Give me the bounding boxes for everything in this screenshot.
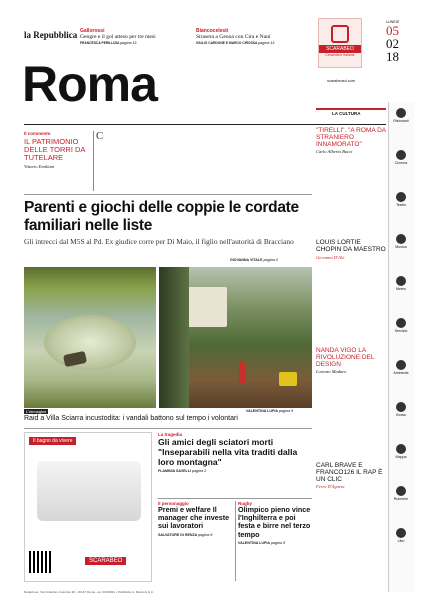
teaser-byline: FRANCESCA PERILLIZIA pagina 13 <box>80 40 137 45</box>
culture-item-2[interactable] <box>316 240 386 260</box>
culture-text-1 <box>316 168 386 228</box>
fountain-water <box>44 315 136 370</box>
culture-text-4 <box>316 500 386 580</box>
sidebar-item-books[interactable]: Libri <box>389 528 413 543</box>
leaf-icon <box>396 360 406 370</box>
ad-site: scarabeosrl.com <box>327 79 355 83</box>
main-subhead: Gli intrecci dal M5S al Pd. Ex giudice corre per Di Maio, il figlio nell'autorità di Bracciano <box>24 237 294 246</box>
film-icon <box>396 150 406 160</box>
culture-title: LOUIS LORTIE CHOPIN DA MAESTRO <box>316 239 386 253</box>
photo-park[interactable] <box>159 267 312 408</box>
teaser-headline: Strasera a Genoa con Cira e Nani <box>196 34 271 40</box>
culture-author: Ferro D'Agnese <box>316 484 345 490</box>
top-ad[interactable] <box>318 18 362 68</box>
story-byline: FLAMINIA SAVELLI pagina 2 <box>158 469 207 473</box>
story-kicker: Rugby <box>238 501 252 506</box>
date-year: 18 <box>386 49 399 64</box>
sidebar-item-stocks[interactable]: Borsa <box>389 402 413 417</box>
masthead-rule <box>24 124 386 125</box>
city-title: Roma <box>22 56 157 112</box>
playground-post <box>239 362 245 384</box>
sidebar-item-map[interactable]: Mappa <box>389 444 413 459</box>
photo-byline: VALENTINA LUPIA pagina 9 <box>246 409 294 413</box>
teaser-2[interactable] <box>196 28 316 45</box>
story-headline: Olimpico pieno vince l'Inghilterra e poi festa e birre nel terzo tempo <box>238 505 311 539</box>
culture-title: NANDA VIGO LA RIVOLUZIONE DEL DESIGN <box>316 347 375 368</box>
ad-brand: SCARABEO <box>319 45 361 53</box>
book-icon <box>396 528 406 538</box>
sidebar-item-columns[interactable]: Rubriche <box>389 486 413 501</box>
left-article-kicker: Il commento <box>24 131 51 136</box>
photo-caption-kicker: L'immagine <box>26 409 47 414</box>
date-block <box>386 20 412 63</box>
sidebar-item-theatre[interactable]: Teatro <box>389 192 413 207</box>
teaser-byline: GIULIO CARDONE E MARCO CIROSSA pagina 13 <box>196 40 275 45</box>
tree-trunk <box>159 267 189 408</box>
playground-toy <box>279 372 297 386</box>
culture-title: CARL BRAVE E FRANCO126 IL RAP È UN CLIC <box>316 462 383 483</box>
ad-label: Il bagno da vivere <box>29 437 76 445</box>
article-text-col-4 <box>255 131 312 191</box>
date-weekday: LUNEDÌ <box>386 20 400 24</box>
date-month: 02 <box>386 36 399 51</box>
main-headline: Parenti e giochi delle coppie le cordate familiari nelle liste <box>24 199 299 234</box>
bottom-ad[interactable] <box>24 432 152 582</box>
sidebar-item-cinema[interactable]: Cinema <box>389 150 413 165</box>
story-byline: VALENTINA LUPIA pagina 8 <box>238 540 286 545</box>
right-sidebar <box>388 102 414 592</box>
column-divider <box>93 131 94 191</box>
pen-icon <box>396 486 406 496</box>
story-rule <box>158 498 312 499</box>
teaser-headline: Gengre e il gol atteso per tre mesi <box>80 34 156 40</box>
sidebar-item-weather[interactable]: Meteo <box>389 276 413 291</box>
sidebar-item-environment[interactable]: Ambiente <box>389 360 413 375</box>
date-day: 05 <box>386 23 399 38</box>
scarabeo-logo-icon <box>331 25 349 43</box>
fork-icon <box>396 108 406 118</box>
article-text-col-3 <box>202 131 252 191</box>
culture-author: Carlo Alberto Bucci <box>316 149 353 155</box>
photo-rule <box>24 428 312 429</box>
phone-icon <box>396 318 406 328</box>
culture-text-3 <box>316 393 386 451</box>
article-text-col-1: C <box>96 131 104 142</box>
left-article-title: IL PATRIMONIO DELLE TORRI DA TUTELARE <box>24 137 85 162</box>
footer-text: Redazione: Via Cristoforo Colombo 90 - 00147 Roma - tel. 06/49821 - Pubblicità: A. Manzoni & C. <box>24 590 154 594</box>
sidebar-item-music[interactable]: Musica <box>389 234 413 249</box>
qr-code-icon[interactable] <box>29 551 51 573</box>
story-kicker: La tragedia <box>158 432 183 437</box>
villa-building <box>187 287 227 327</box>
note-icon <box>396 234 406 244</box>
story-personaggio[interactable] <box>158 501 232 537</box>
story-rugby[interactable] <box>238 501 312 545</box>
chart-icon <box>396 402 406 412</box>
sun-icon <box>396 276 406 286</box>
main-article[interactable] <box>24 199 312 246</box>
photo-caption: Raid a Villa Sciarra incustodita: i vandali battono sul tempo i volontari <box>24 415 238 422</box>
ad-tag: Ceramiche Italiane <box>325 53 355 57</box>
culture-text-2 <box>316 283 386 335</box>
sidebar-item-restaurants[interactable]: Ristoranti <box>389 108 413 123</box>
article-text-col-2 <box>149 131 199 191</box>
teaser-1[interactable] <box>80 28 195 45</box>
culture-item-3[interactable] <box>316 348 386 374</box>
culture-author: Lorenzo Madaro <box>316 369 347 375</box>
photo-fountain[interactable] <box>24 267 156 408</box>
story-divider <box>235 501 236 581</box>
map-icon <box>396 444 406 454</box>
ad-bottom-brand: SCARABEO <box>85 557 126 565</box>
culture-rule <box>316 108 386 110</box>
story-headline: Gli amici degli sciatori morti "Inseparabili nella vita traditi dalla loro montagna" <box>158 437 298 467</box>
teaser-kicker: Biancocelesti <box>196 28 229 34</box>
story-tragedy[interactable] <box>158 432 312 473</box>
culture-item-4[interactable] <box>316 463 386 489</box>
left-article[interactable] <box>24 131 90 169</box>
culture-author: Giovanni D'Alò <box>316 254 345 260</box>
culture-item-1[interactable] <box>316 128 386 154</box>
culture-title: "TIRELLI". "A ROMA DA STRANIERO INNAMORATO" <box>316 127 386 148</box>
main-byline: GIOVANNA VITALE pagina 4 <box>230 258 278 262</box>
culture-label: LA CULTURA <box>332 111 361 116</box>
teaser-kicker: Gallorossi <box>80 28 105 34</box>
left-article-author: Vittorio Emiliani <box>24 164 55 169</box>
headline-rule <box>24 194 312 195</box>
story-kicker: Il personaggio <box>158 501 189 506</box>
story-byline: SALVATORE DI RENZA pagina 9 <box>158 532 213 537</box>
mask-icon <box>396 192 406 202</box>
brand-logo: la Repubblica <box>24 30 78 40</box>
sink-image <box>37 461 141 521</box>
story-headline: Premi e welfare Il manager che investe sui lavoratori <box>158 505 230 531</box>
sidebar-item-service[interactable]: Servizio <box>389 318 413 333</box>
